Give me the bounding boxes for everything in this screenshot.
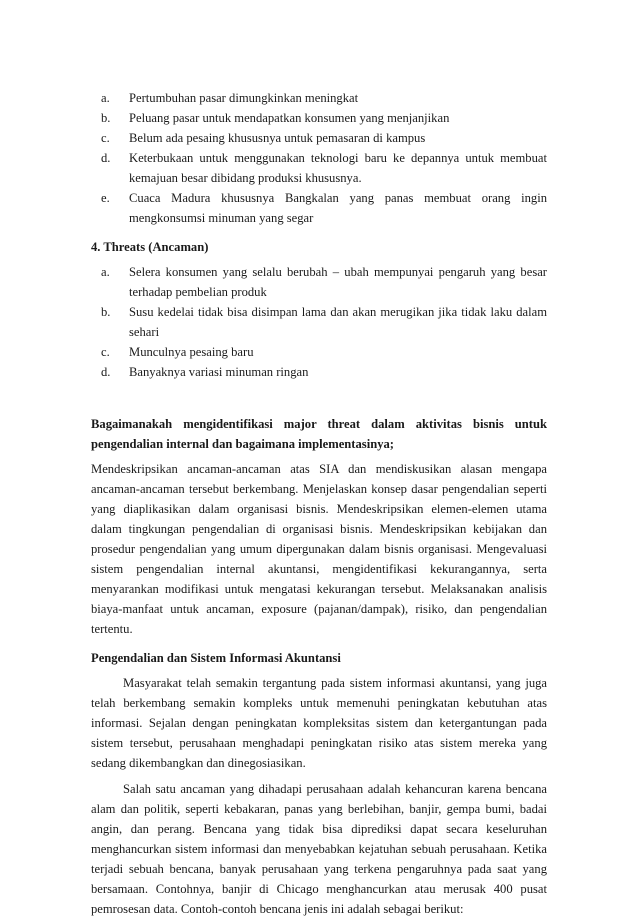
list-marker: a.	[101, 265, 110, 279]
list-item-text: Munculnya pesaing baru	[129, 345, 254, 359]
list-marker: b.	[101, 111, 111, 125]
list-item	[101, 362, 547, 382]
sia-heading: Pengendalian dan Sistem Informasi Akuntansi	[91, 651, 341, 665]
list-item-text: Keterbukaan untuk menggunakan teknologi baru ke depannya untuk membuat kemajuan besar dibidang produksi khususnya.	[129, 151, 547, 185]
list-item	[101, 302, 547, 342]
list-item	[101, 188, 547, 228]
list-item-text: Cuaca Madura khususnya Bangkalan yang panas membuat orang ingin mengkonsumsi minuman yang segar	[129, 191, 547, 225]
list-item	[101, 128, 547, 148]
list-item	[101, 108, 547, 128]
list-marker: c.	[101, 345, 110, 359]
list-item-text: Peluang pasar untuk mendapatkan konsumen yang menjanjikan	[129, 111, 450, 125]
list-marker: e.	[101, 191, 110, 205]
list-marker: d.	[101, 365, 111, 379]
list-item-text: Selera konsumen yang selalu berubah – ubah mempunyai pengaruh yang besar terhadap pembelian produk	[129, 265, 547, 299]
list-item	[101, 342, 547, 362]
threats-heading: 4. Threats (Ancaman)	[91, 240, 209, 254]
list-item	[101, 148, 547, 188]
document-page	[91, 88, 547, 919]
list-marker: c.	[101, 131, 110, 145]
list-item	[101, 262, 547, 302]
list-item-text: Banyaknya variasi minuman ringan	[129, 365, 309, 379]
sia-paragraph-2: Salah satu ancaman yang dihadapi perusahaan adalah kehancuran karena bencana alam dan politik, seperti kebakaran, panas yang berlebihan, banjir, gempa bumi, badai angin, dan perang. Bencana yang tidak bisa diprediksi dapat secara keseluruhan menghancurkan sistem informasi dan menyebabkan kejatuhan sebuah perusahaan. Ketika terjadi sebuah bencana, banyak perusahaan yang terkena pengaruhnya pada saat yang bersamaan. Contohnya, banjir di Chicago menghancurkan atau merusak 400 pusat pemrosesan data. Contoh-contoh bencana jenis ini adalah sebagai berikut:	[91, 782, 547, 916]
opportunities-list	[91, 88, 547, 228]
question-heading: Bagaimanakah mengidentifikasi major threat dalam aktivitas bisnis untuk pengendalian internal dan bagaimana implementasinya;	[91, 417, 547, 451]
list-marker: d.	[101, 151, 111, 165]
list-item-text: Pertumbuhan pasar dimungkinkan meningkat	[129, 91, 359, 105]
list-marker: b.	[101, 305, 111, 319]
list-item-text: Susu kedelai tidak bisa disimpan lama dan akan merugikan jika tidak laku dalam sehari	[129, 305, 547, 339]
list-item	[101, 88, 547, 108]
question-paragraph: Mendeskripsikan ancaman-ancaman atas SIA dan mendiskusikan alasan mengapa ancaman-ancaman tersebut berkembang. Menjelaskan konsep dasar pengendalian seperti yang diaplikasikan dalam organisasi bisnis. Mendeskripsikan elemen-elemen utama dalam tingkungan pengendalian di organisasi bisnis. Mendeskripsikan kebijakan dan prosedur pengendalian yang umum dipergunakan dalam bisnis organisasi. Mengevaluasi sistem pengendalian internal akuntansi, mengidentifikasi kekurangannya, serta menyarankan modifikasi untuk mengatasi kekurangan tersebut. Melaksanakan analisis biaya-manfaat untuk ancaman, exposure (pajanan/dampak), risiko, dan pengendalian tertentu.	[91, 462, 547, 636]
threats-list	[91, 262, 547, 382]
list-item-text: Belum ada pesaing khususnya untuk pemasaran di kampus	[129, 131, 426, 145]
sia-paragraph-1: Masyarakat telah semakin tergantung pada sistem informasi akuntansi, yang juga telah berkembang semakin kompleks untuk memenuhi peningkatan kebutuhan atas informasi. Sejalan dengan peningkatan kompleksitas sistem dan ketergantungan pada sistem tersebut, perusahaan menghadapi peningkatan risiko atas sistem mereka yang sedang dikembangkan dan dinegosiasikan.	[91, 676, 547, 770]
list-marker: a.	[101, 91, 110, 105]
